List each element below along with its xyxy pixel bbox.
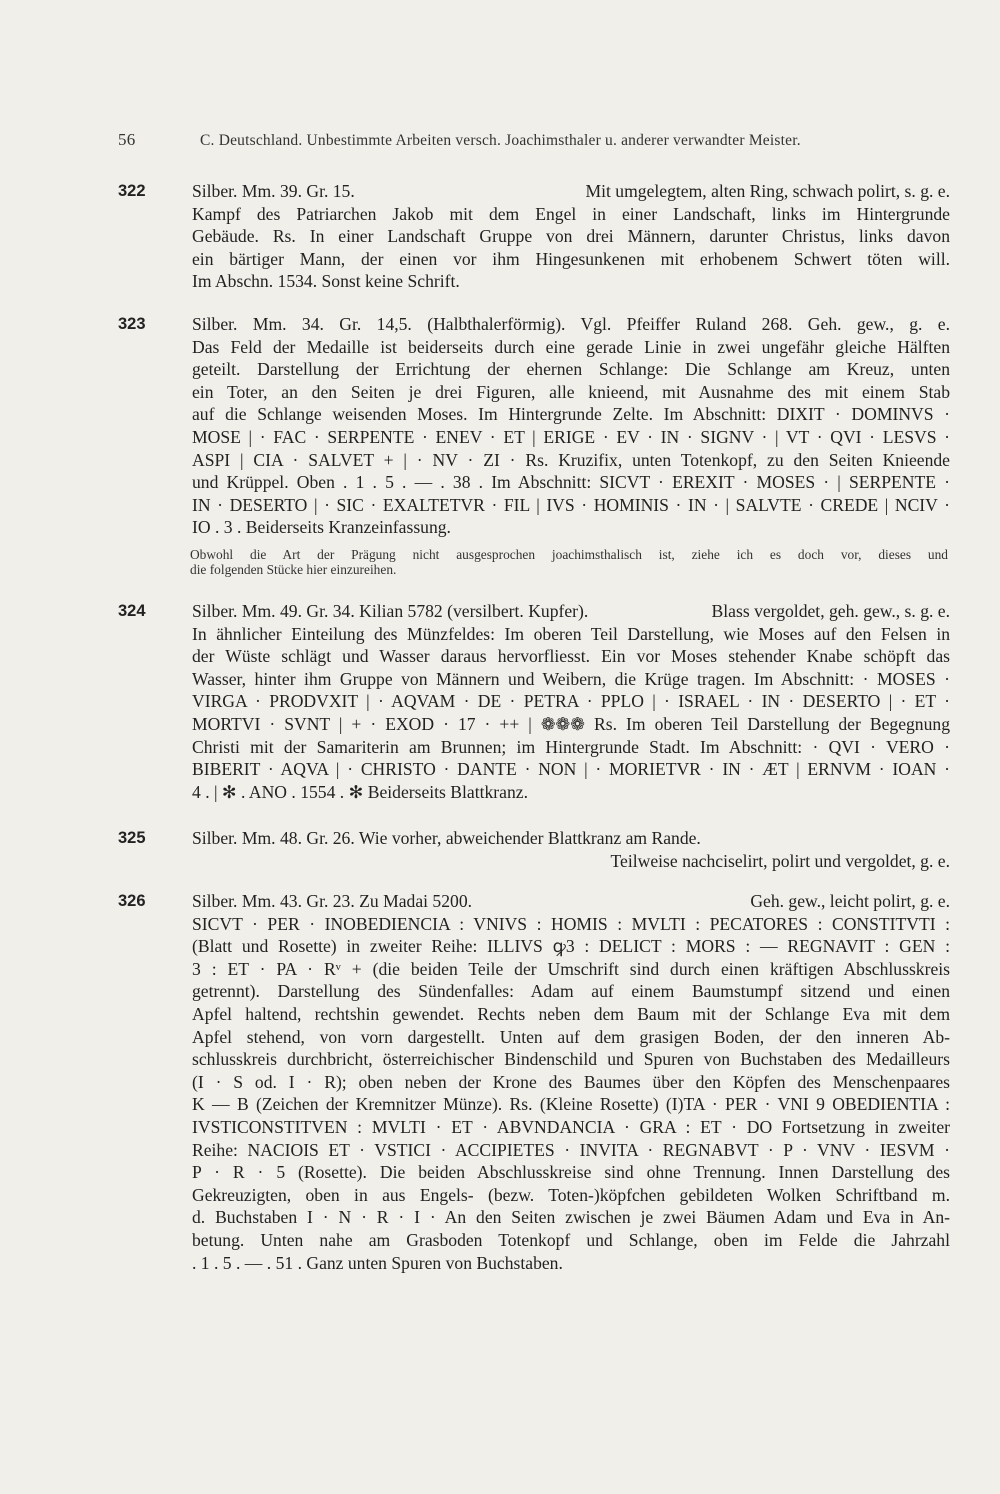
entry-line — [118, 313, 950, 336]
entry-number: 323 — [118, 315, 146, 333]
entry-line-text: auf die Schlange weisenden Moses. Im Hintergrunde Zelte. Im Abschnitt: DIXIT · DOMINVS · — [192, 404, 950, 425]
entry-line-text: Silber. Mm. 48. Gr. 26. Wie vorher, abweichender Blattkranz am Rande. — [192, 828, 701, 848]
catalogue-entry-325 — [118, 827, 950, 872]
entry-line — [118, 1093, 950, 1116]
entry-line — [118, 225, 950, 248]
entry-line-text: Silber. Mm. 49. Gr. 34. Kilian 5782 (versilbert. Kupfer). — [192, 601, 589, 621]
entry-line-text: BIBERIT · AQVA | · CHRISTO · DANTE · NON | · MORIETVR · IN · ÆT | ERNVM · IOAN · — [192, 759, 950, 780]
entry-line-text: VIRGA · PRODVXIT | · AQVAM · DE · PETRA · PPLO | · ISRAEL · IN · DESERTO | · ET · — [192, 691, 950, 712]
entry-line — [118, 1071, 950, 1094]
entry-line — [118, 1026, 950, 1049]
entry-number: 325 — [118, 829, 146, 847]
entry-line — [118, 668, 950, 691]
entry-line — [118, 180, 950, 203]
entry-line — [118, 403, 950, 426]
entry-line — [118, 1206, 950, 1229]
entry-line — [118, 516, 950, 539]
entry-line-text: Silber. Mm. 34. Gr. 14,5. (Halbthalerförmig). Vgl. Pfeiffer Ruland 268. Geh. gew., g. e. — [192, 314, 950, 334]
entry-line-text: In ähnlicher Einteilung des Münzfeldes: Im oberen Teil Darstellung, wie Moses auf den Felsen in — [192, 623, 950, 644]
entry-line — [118, 600, 950, 623]
entry-line-text: IO . 3 . Beiderseits Kranzeinfassung. — [192, 517, 451, 538]
entry-line — [118, 449, 950, 472]
entry-line — [118, 358, 950, 381]
entry-line-text: der Wüste schlägt und Wasser daraus hervorfliesst. Ein vor Moses stehender Knabe schöpft das — [192, 646, 950, 667]
entry-line — [118, 935, 950, 958]
entry-line-text: Apfel stehend, von vorn dargestellt. Unten auf dem grasigen Boden, der den inneren Ab- — [192, 1026, 950, 1047]
entry-line-text: (Blatt und Rosette) in zweiter Reihe: ILLIVS ꝙ3 : DELICT : MORS : — REGNAVIT : GEN : — [192, 936, 950, 957]
entry-line — [118, 1252, 950, 1275]
entry-line — [118, 713, 950, 736]
entry-line — [118, 1229, 950, 1252]
entry-line-text: SICVT · PER · INOBEDIENCIA : VNIVS : HOMIS : MVLTI : PECATORES : CONSTITVTI : — [192, 913, 950, 934]
entry-line-text: Im Abschn. 1534. Sonst keine Schrift. — [192, 271, 460, 292]
entry-line-text: d. Buchstaben I · N · R · I · An den Seiten zwischen je zwei Bäumen Adam und Eva in An- — [192, 1207, 950, 1228]
entry-line-text: betung. Unten nahe am Grasboden Totenkopf und Schlange, oben im Felde die Jahrzahl — [192, 1229, 950, 1250]
entry-line — [118, 1116, 950, 1139]
entry-line-text: Gekreuzigten, oben in aus Engels- (bezw. Toten-)köpfchen gebildeten Wolken Schriftband m. — [192, 1184, 950, 1205]
entry-line-text: . 1 . 5 . — . 51 . Ganz unten Spuren von Buchstaben. — [192, 1252, 563, 1273]
page-number: 56 — [118, 130, 136, 149]
entry-note-line: die folgenden Stücke hier einzureihen. — [190, 561, 397, 577]
catalogue-entry-326 — [118, 890, 950, 1274]
entry-line-text: und Krüppel. Oben . 1 . 5 . — . 38 . Im Abschnitt: SICVT · EREXIT · MOSES · | SERPENTE · — [192, 472, 950, 493]
entry-line-text: ein Toter, an den Seiten je drei Figuren, alle knieend, mit Ausnahme des mit einem Stab — [192, 381, 950, 402]
entry-line — [118, 1048, 950, 1071]
entry-line — [118, 827, 950, 850]
entry-line — [118, 980, 950, 1003]
catalogue-entry-322 — [118, 180, 950, 293]
entry-note-line: Obwohl die Art der Prägung nicht ausgesprochen joachimsthalisch ist, ziehe ich es doch vor, dieses und — [190, 547, 948, 562]
entry-line-text: K — B (Zeichen der Kremnitzer Münze). Rs. (Kleine Rosette) (I)TA · PER · VNI 9 OBEDIENTIA : — [192, 1094, 950, 1115]
entry-line-text: P · R · 5 (Rosette). Die beiden Abschlusskreise sind ohne Trennung. Innen Darstellung des — [192, 1162, 950, 1183]
catalogue-entry-323 — [118, 313, 950, 539]
entry-line-text: Das Feld der Medaille ist beiderseits durch eine gerade Linie in zwei ungefähr gleiche Hälften — [192, 336, 950, 357]
entry-line — [118, 270, 950, 293]
entry-line — [118, 248, 950, 271]
entry-line — [118, 1003, 950, 1026]
entry-line-text: Reihe: NACIOIS ET · VSTICI · ACCIPIETES · INVITA · REGNABVT · P · VNV · IESVM · — [192, 1139, 950, 1160]
entry-line-text: ASPI | CIA · SALVET + | · NV · ZI · Rs. Kruzifix, unten Totenkopf, zu den Seiten Knieende — [192, 449, 950, 470]
entry-line-text: Kampf des Patriarchen Jakob mit dem Engel in einer Landschaft, links im Hintergrunde — [192, 203, 950, 224]
entry-line — [118, 623, 950, 646]
entry-line-text: getrennt). Darstellung des Sündenfalles: Adam auf einem Baumstumpf sitzend und einen — [192, 981, 950, 1002]
entry-line — [118, 426, 950, 449]
entry-line-text: (I · S od. I · R); oben neben der Krone des Baumes über den Köpfen des Menschenpaares — [192, 1071, 950, 1092]
entry-number: 324 — [118, 602, 146, 620]
entry-line — [118, 336, 950, 359]
entry-line-text: MORTVI · SVNT | + · EXOD · 17 · ++ | ❁❁❁ Rs. Im oberen Teil Darstellung der Begegnung — [192, 713, 950, 734]
entry-line — [118, 1139, 950, 1162]
entry-line — [118, 690, 950, 713]
entry-line — [118, 736, 950, 759]
entry-line-text: ein bärtiger Mann, der einen vor ihm Hingesunkenen mit erhobenem Schwert töten will. — [192, 248, 950, 269]
entry-line — [118, 1184, 950, 1207]
entry-line — [118, 645, 950, 668]
entry-condition: Blass vergoldet, geh. gew., s. g. e. — [711, 601, 950, 621]
entry-line-text: IN · DESERTO | · SIC · EXALTETVR · FIL | IVS · HOMINIS · IN · | SALVTE · CREDE | NCIV · — [192, 494, 950, 515]
entry-line-text: Silber. Mm. 43. Gr. 23. Zu Madai 5200. — [192, 891, 473, 911]
entry-line — [118, 890, 950, 913]
entry-number: 326 — [118, 892, 146, 910]
entry-line — [118, 471, 950, 494]
entry-note — [190, 548, 948, 577]
entry-line — [118, 913, 950, 936]
entry-line-text: schlusskreis durchbricht, österreichischer Bindenschild und Spuren von Buchstaben des Medailleurs — [192, 1049, 950, 1070]
entry-number: 322 — [118, 182, 146, 200]
entry-line-text: Gebäude. Rs. In einer Landschaft Gruppe von drei Männern, darunter Christus, links davon — [192, 226, 950, 247]
entry-line — [118, 203, 950, 226]
entry-line-text: Silber. Mm. 39. Gr. 15. — [192, 181, 355, 201]
entry-line — [118, 850, 950, 873]
entry-line — [118, 958, 950, 981]
entry-line — [118, 781, 950, 804]
entry-line — [118, 381, 950, 404]
entry-line — [118, 494, 950, 517]
entry-condition: Geh. gew., leicht polirt, g. e. — [750, 891, 950, 911]
entry-line-text: 4 . | ✻ . ANO . 1554 . ✻ Beiderseits Blattkranz. — [192, 781, 528, 802]
entry-line-text: Apfel haltend, rechtshin gewendet. Rechts neben dem Baum mit der Schlange Eva mit dem — [192, 1003, 950, 1024]
entry-line-text: IVSTICONSTITVEN : MVLTI · ET · ABVNDANCIA · GRA : ET · DO Fortsetzung in zweiter — [192, 1116, 950, 1137]
entry-condition: Mit umgelegtem, alten Ring, schwach polirt, s. g. e. — [585, 181, 950, 201]
running-head — [118, 130, 890, 150]
entry-line-text: Christi mit der Samariterin am Brunnen; im Hintergrunde Stadt. Im Abschnitt: · QVI · VERO · — [192, 736, 950, 757]
entry-condition: Teilweise nachciselirt, polirt und vergoldet, g. e. — [610, 850, 950, 871]
entry-line-text: 3 : ET · PA · Rᵛ + (die beiden Teile der Umschrift sind durch einen kräftigen Abschlusskreis — [192, 958, 950, 979]
running-head-title: C. Deutschland. Unbestimmte Arbeiten versch. Joachimsthaler u. anderer verwandter Meister. — [200, 132, 801, 149]
entry-line-text: Wasser, hinter ihm Gruppe von Männern und Weibern, die Krüge tragen. Im Abschnitt: · MOSES · — [192, 668, 950, 689]
catalogue-entry-324 — [118, 600, 950, 803]
entry-line — [118, 758, 950, 781]
entry-line-text: MOSE | · FAC · SERPENTE · ENEV · ET | ERIGE · EV · IN · SIGNV · | VT · QVI · LESVS · — [192, 426, 950, 447]
entry-line — [118, 1161, 950, 1184]
entry-line-text: geteilt. Darstellung der Errichtung der ehernen Schlange: Die Schlange am Kreuz, unten — [192, 359, 950, 380]
